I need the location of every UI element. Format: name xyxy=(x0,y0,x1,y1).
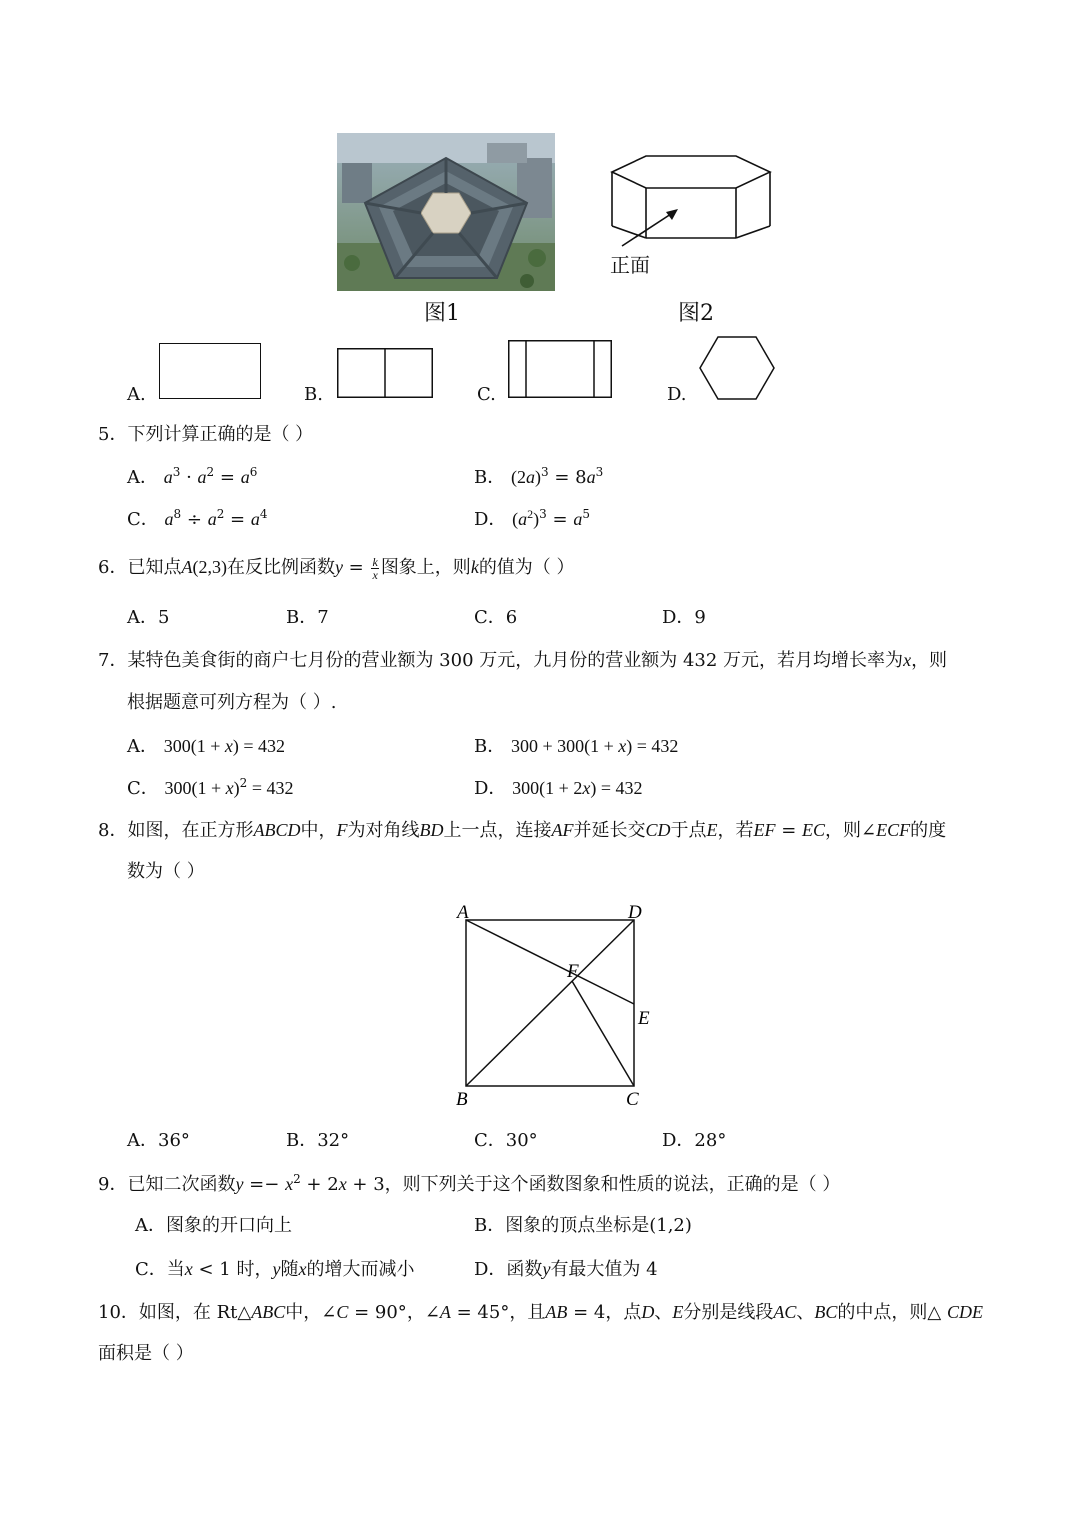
q8-number: 8． xyxy=(98,820,128,841)
q10-number: 10． xyxy=(98,1302,139,1323)
q4-option-a-figure xyxy=(159,343,261,399)
q8-square-figure xyxy=(450,898,660,1112)
q7-option-d: D． 300(1 + 2x) = 432 xyxy=(474,778,643,799)
q6-option-a: A．5 xyxy=(127,607,170,628)
q4-option-c-label: C. xyxy=(477,384,496,405)
q10-t6: 、 xyxy=(654,1302,673,1323)
q7-option-c-label: C． xyxy=(127,778,159,799)
q8-option-b: B．32° xyxy=(286,1130,350,1151)
q5-stem-text: 下列计算正确的是（ ） xyxy=(127,424,314,445)
q5-option-b: B． $(2a)^3 = 8a^3$ xyxy=(474,465,604,488)
q6-stem-4: 的值为（ ） xyxy=(478,557,575,578)
q7-option-c: C． $300(1 + x)^2 = 432$ xyxy=(127,776,294,799)
k-over-x-fraction: $\frac{k}{x}$ xyxy=(372,554,378,582)
q9-option-d: D．函数y有最大值为 4 xyxy=(474,1259,658,1280)
q9-stem-1: 已知二次函数 xyxy=(127,1174,236,1195)
q10-t9: 的中点，则△ xyxy=(837,1302,942,1323)
q9-option-a: A．图象的开口向上 xyxy=(135,1215,292,1236)
q9-c-1: C．当 xyxy=(135,1259,185,1280)
q8-option-d: D．28° xyxy=(662,1130,727,1151)
q5-option-a: A． $a^3 \cdot a^2 = a^6$ xyxy=(127,465,258,488)
q8-line-2: 数为（ ） xyxy=(127,861,205,882)
q6-stem-3: 图象上，则 xyxy=(380,557,471,578)
q6-stem: 6．已知点A(2,3)在反比例函数y = $\frac{k}{x}$ 图象上，则k的值为（ ） xyxy=(98,554,575,582)
q4-option-d-figure xyxy=(698,335,776,401)
q4-option-c-figure xyxy=(508,340,612,398)
q5-option-c-label: C． xyxy=(127,509,159,530)
label-f: F xyxy=(567,961,579,982)
q7-line-1: 7．某特色美食街的商户七月份的营业额为 300 万元，九月份的营业额为 432 万元，若月均增长率为x，则 xyxy=(98,650,948,671)
q6-stem-2: 在反比例函数 xyxy=(226,557,335,578)
q5-option-d-label: D． xyxy=(474,509,507,530)
q5-option-a-label: A． xyxy=(127,467,158,488)
figure-2-caption: 图2 xyxy=(678,301,714,326)
q7-option-b-label: B． xyxy=(474,736,506,757)
q4-option-a-label: A. xyxy=(127,384,146,405)
figure-1-photo xyxy=(337,133,555,291)
q7-line1-text: 某特色美食街的商户七月份的营业额为 300 万元，九月份的营业额为 432 万元，若月均增长率为 xyxy=(127,650,904,671)
q7-line1-end: ，则 xyxy=(911,650,948,671)
q6-option-d: D．9 xyxy=(662,607,706,628)
label-a: A xyxy=(457,902,469,923)
q8-t1: 如图，在正方形 xyxy=(127,820,254,841)
q9-c-3: 随 xyxy=(280,1259,299,1280)
label-b: B xyxy=(456,1089,468,1110)
q7-option-a-label: A． xyxy=(127,736,158,757)
q7-option-d-label: D． xyxy=(474,778,507,799)
figure-1-caption: 图1 xyxy=(424,301,460,326)
q8-option-c: C．30° xyxy=(474,1130,538,1151)
q6-number: 6． xyxy=(98,557,128,578)
q5-option-b-label: B． xyxy=(474,467,506,488)
q8-t7: ，若 xyxy=(717,820,754,841)
q7-option-b: B． 300 + 300(1 + x) = 432 xyxy=(474,736,679,757)
q5-option-c: C． $a^8 \div a^2 = a^4$ xyxy=(127,507,268,530)
q8-t8: ，则 xyxy=(825,820,862,841)
q7-number: 7． xyxy=(98,650,128,671)
q9-c-4: 的增大而减小 xyxy=(306,1259,415,1280)
q8-t4: 上一点，连接 xyxy=(443,820,552,841)
q10-t5: ，点 xyxy=(605,1302,642,1323)
q8-t6: 于点 xyxy=(670,820,707,841)
q8-t5: 并延长交 xyxy=(573,820,646,841)
q5-number: 5． xyxy=(98,424,128,445)
q10-t1: 如图，在 Rt△ xyxy=(138,1302,252,1323)
q10-line-1: 10．如图，在 Rt△ABC中，∠C = 90°，∠A = 45°，且AB = 4，点D、E分别是线段AC、BC的中点，则△ CDE xyxy=(98,1302,983,1323)
q8-line-1: 8．如图，在正方形ABCD中，F为对角线BD上一点，连接AF并延长交CD于点E，若EF = EC，则∠ECF的度 xyxy=(98,820,947,841)
q10-t8: 、 xyxy=(796,1302,815,1323)
q9-stem: 9．已知二次函数$y =- x^2 + 2x + 3$，则下列关于这个函数图象和性质的说法，正确的是（ ） xyxy=(98,1172,841,1195)
q10-t3: ， xyxy=(406,1302,425,1323)
q9-stem-2: ，则下列关于这个函数图象和性质的说法，正确的是（ ） xyxy=(384,1174,841,1195)
q9-option-b: B．图象的顶点坐标是(1,2) xyxy=(474,1215,692,1236)
q9-d-1: D．函数 xyxy=(474,1259,543,1280)
label-d: D xyxy=(628,902,642,923)
label-e: E xyxy=(638,1008,650,1029)
q4-option-b-figure xyxy=(337,348,433,398)
q9-c-2: 时， xyxy=(236,1259,273,1280)
q10-t7: 分别是线段 xyxy=(683,1302,774,1323)
q10-line-2: 面积是（ ） xyxy=(98,1343,194,1364)
figure-2-front-label: 正面 xyxy=(610,253,650,277)
q9-number: 9． xyxy=(98,1174,128,1195)
q10-t2: 中， xyxy=(285,1302,322,1323)
q9-option-c: C．当x < 1 时，y随x的增大而减小 xyxy=(135,1259,415,1280)
q8-option-a: A．36° xyxy=(127,1130,190,1151)
q6-option-b: B．7 xyxy=(286,607,329,628)
q8-t2: 中， xyxy=(300,820,337,841)
q9-d-2: 有最大值为 4 xyxy=(550,1259,658,1280)
q6-stem-1: 已知点 xyxy=(127,557,182,578)
q8-t9: 的度 xyxy=(910,820,947,841)
q4-option-d-label: D. xyxy=(667,384,687,405)
label-c: C xyxy=(626,1089,639,1110)
q4-option-b-label: B. xyxy=(304,384,323,405)
q7-line-2: 根据题意可列方程为（ ）. xyxy=(127,692,337,713)
q8-t3: 为对角线 xyxy=(347,820,420,841)
q10-t4: ，且 xyxy=(509,1302,546,1323)
q5-stem xyxy=(98,422,313,448)
pentagon-building-photo xyxy=(337,133,555,291)
q5-option-d: D． $(a^2)^3 = a^5$ xyxy=(474,507,590,530)
q7-option-a: A． 300(1 + x) = 432 xyxy=(127,736,286,757)
q6-option-c: C．6 xyxy=(474,607,518,628)
